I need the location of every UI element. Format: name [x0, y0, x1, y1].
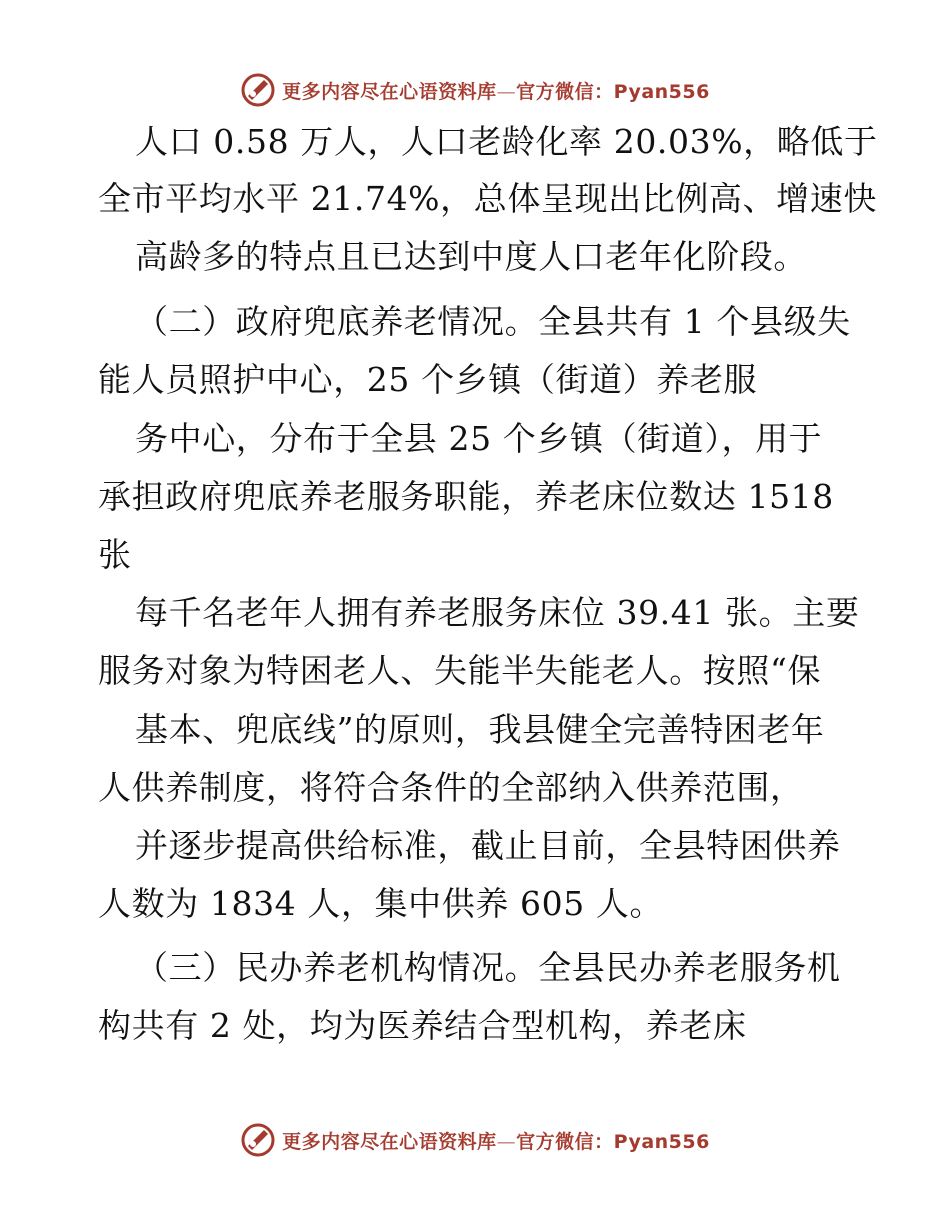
seal-logo-icon — [240, 1122, 276, 1158]
doc-line-14: 人数为 1834 人，集中供养 605 人。 — [98, 884, 664, 923]
footer-dash: — — [496, 1130, 517, 1153]
doc-line-2: 全市平均水平 21.74%，总体呈现出比例高、增速快 — [98, 179, 877, 218]
header-dash: — — [496, 80, 517, 103]
doc-line-9: 每千名老年人拥有养老服务床位 39.41 张。主要 — [135, 593, 860, 632]
footer-banner-text — [282, 1127, 710, 1154]
doc-line-8: 张 — [98, 535, 132, 574]
doc-line-4: （二）政府兜底养老情况。全县共有 1 个县级失 — [135, 302, 851, 341]
doc-line-10: 服务对象为特困老人、失能半失能老人。按照“保 — [98, 651, 822, 690]
doc-line-3: 高龄多的特点且已达到中度人口老年化阶段。 — [135, 237, 807, 276]
doc-line-13: 并逐步提高供给标准，截止目前，全县特困供养 — [135, 826, 841, 865]
doc-line-7: 承担政府兜底养老服务职能，养老床位数达 1518 — [98, 477, 834, 516]
header-banner-text — [282, 77, 710, 104]
footer-brand: 更多内容尽在心语资料库 — [282, 1130, 497, 1153]
doc-line-1: 人口 0.58 万人，人口老龄化率 20.03%，略低于 — [135, 122, 878, 161]
doc-line-6: 务中心，分布于全县 25 个乡镇（街道），用于 — [135, 419, 823, 458]
doc-line-5: 能人员照护中心，25 个乡镇（街道）养老服 — [98, 360, 758, 399]
header-banner — [0, 70, 950, 110]
footer-official: 官方微信： — [516, 1130, 614, 1153]
seal-logo-icon — [240, 72, 276, 108]
doc-line-16: 构共有 2 处，均为医养结合型机构，养老床 — [98, 1006, 747, 1045]
header-brand: 更多内容尽在心语资料库 — [282, 80, 497, 103]
footer-banner — [0, 1120, 950, 1160]
doc-line-15: （三）民办养老机构情况。全县民办养老服务机 — [135, 948, 841, 987]
doc-line-12: 人供养制度，将符合条件的全部纳入供养范围， — [98, 768, 804, 807]
header-official: 官方微信： — [516, 80, 614, 103]
header-wechat-id: Pyan556 — [613, 80, 710, 103]
footer-wechat-id: Pyan556 — [613, 1130, 710, 1153]
doc-line-11: 基本、兜底线”的原则，我县健全完善特困老年 — [135, 710, 825, 749]
